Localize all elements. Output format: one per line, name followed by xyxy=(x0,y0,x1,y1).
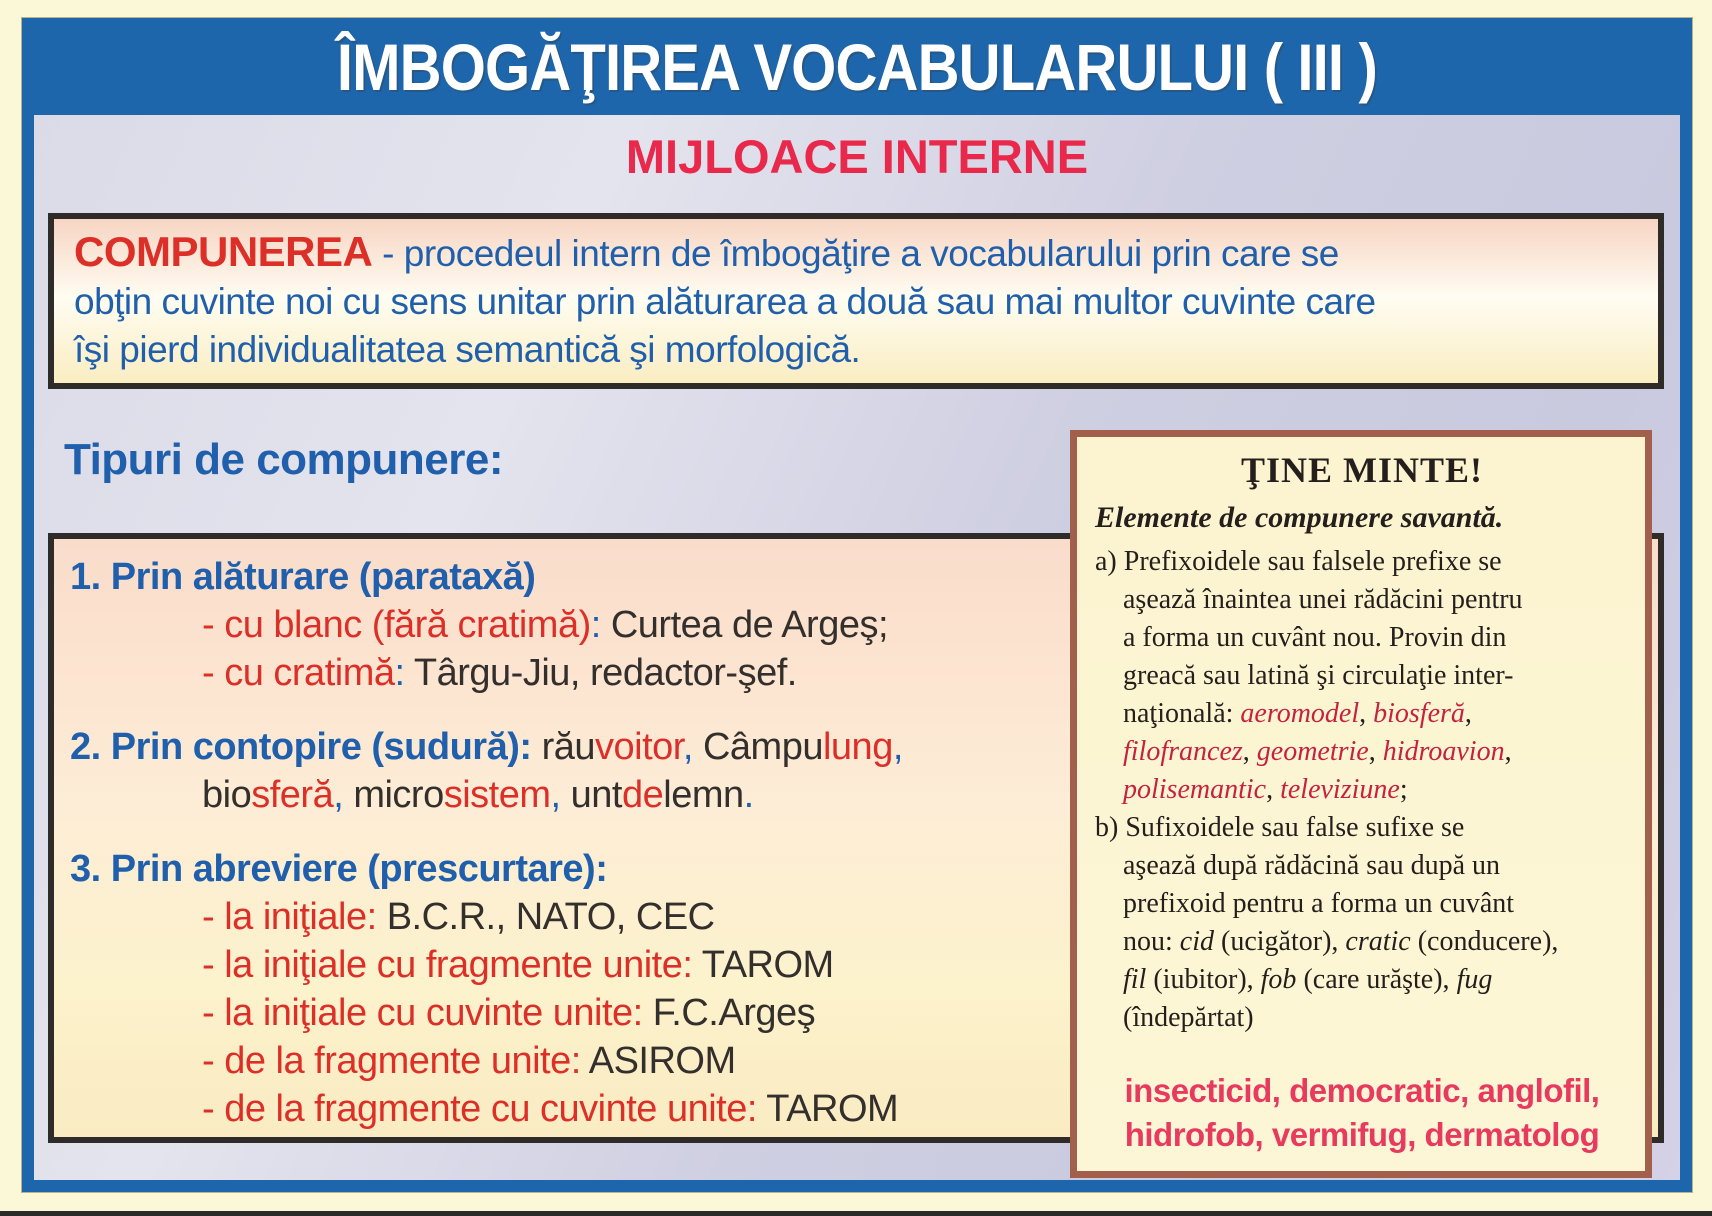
text-segment: , xyxy=(1464,698,1472,729)
text-segment: - la iniţiale cu fragmente unite: xyxy=(202,944,693,986)
text-segment: sistem xyxy=(443,774,551,816)
text-segment: - de la fragmente unite: xyxy=(202,1040,581,1082)
page-title xyxy=(22,18,1692,115)
text-segment: sferă xyxy=(251,774,334,816)
text-segment: voitor xyxy=(595,726,683,768)
panel-footer-line xyxy=(1095,1069,1629,1113)
text-segment: TAROM xyxy=(756,1088,899,1130)
text-segment: : xyxy=(590,604,601,646)
panel-text-line xyxy=(1123,999,1629,1037)
panel-text-line xyxy=(1123,885,1629,923)
text-segment: greacă sau latină şi circulaţie inter- xyxy=(1123,660,1514,691)
text-segment: aeromodel xyxy=(1240,698,1360,729)
panel-text-line xyxy=(1123,847,1629,885)
text-segment: (iubitor), xyxy=(1146,964,1261,995)
tine-minte-panel xyxy=(1070,430,1652,1178)
text-segment: biosferă xyxy=(1373,698,1465,729)
text-segment: TAROM xyxy=(692,944,834,986)
text-segment: ; xyxy=(1399,774,1408,805)
text-segment: fug xyxy=(1456,964,1493,995)
text-segment: a forma un cuvânt nou. Provin din xyxy=(1123,622,1507,653)
definition-line xyxy=(74,228,1638,278)
text-segment: 2. Prin contopire (sudură): xyxy=(70,726,532,768)
text-segment: bio xyxy=(202,774,252,816)
panel-text-line xyxy=(1123,733,1629,771)
panel-title: ŢINE MINTE! xyxy=(1240,450,1484,490)
panel-footer-examples xyxy=(1095,1069,1629,1161)
text-segment: - de la fragmente cu cuvinte unite: xyxy=(202,1088,757,1130)
panel-text-line xyxy=(1123,695,1629,733)
text-segment: . xyxy=(743,774,754,816)
text-segment: (ucigător), xyxy=(1214,926,1346,957)
text-segment: Câmpu xyxy=(692,726,823,768)
text-segment: , xyxy=(682,726,693,768)
text-segment: a) Prefixoidele sau falsele prefixe se xyxy=(1095,546,1502,577)
panel-text-line xyxy=(1123,961,1629,999)
text-segment: geometrie xyxy=(1256,736,1369,767)
text-segment: 3. Prin abreviere (prescurtare): xyxy=(70,848,608,890)
text-segment: : xyxy=(394,652,405,694)
text-segment: B.C.R., NATO, CEC xyxy=(376,896,715,938)
panel-text-line xyxy=(1123,581,1629,619)
text-segment: (conducere), xyxy=(1410,926,1559,957)
text-segment: F.C.Argeş xyxy=(642,992,816,1034)
text-segment: prefixoid pentru a forma un cuvânt xyxy=(1123,888,1515,919)
subtitle-mijloace-interne: MIJLOACE INTERNE xyxy=(625,130,1089,183)
text-segment: filofrancez xyxy=(1123,736,1243,767)
poster-frame xyxy=(22,18,1692,1192)
text-segment: COMPUNEREA xyxy=(74,228,373,275)
panel-text-line xyxy=(1123,771,1629,809)
text-segment: aşează înaintea unei rădăcini pentru xyxy=(1123,584,1523,615)
text-segment: (care urăşte), xyxy=(1296,964,1457,995)
text-segment: îşi pierd individualitatea semantică şi morfologică. xyxy=(74,329,861,370)
text-segment: , xyxy=(1242,736,1257,767)
text-segment: , xyxy=(892,726,903,768)
text-segment: hidrofob, vermifug, dermatolog xyxy=(1124,1116,1600,1153)
scan-bottom-edge xyxy=(0,1211,1712,1216)
text-segment: naţională: xyxy=(1123,698,1241,729)
text-segment: televiziune xyxy=(1280,774,1400,805)
page-title-text: ÎMBOGĂŢIREA VOCABULARULUI ( III ) xyxy=(337,29,1377,104)
text-segment: , xyxy=(550,774,561,816)
text-segment: insecticid, democratic, anglofil, xyxy=(1124,1072,1600,1109)
text-segment: , xyxy=(1504,736,1512,767)
text-segment: , xyxy=(333,774,344,816)
panel-text-line xyxy=(1123,923,1629,961)
definition-box-compunerea xyxy=(48,213,1664,389)
text-segment: rău xyxy=(531,726,596,768)
text-segment: de xyxy=(621,774,664,816)
text-segment: - cu blanc (fără cratimă) xyxy=(202,604,591,646)
text-segment: , xyxy=(1266,774,1281,805)
text-segment: obţin cuvinte noi cu sens unitar prin alăturarea a două sau mai multor cuvinte care xyxy=(74,281,1376,322)
panel-text-line xyxy=(1095,543,1629,581)
text-segment: nou: xyxy=(1123,926,1180,957)
text-segment: - cu cratimă xyxy=(202,652,395,694)
text-segment: , xyxy=(1368,736,1383,767)
text-segment: lemn xyxy=(663,774,744,816)
text-segment: Târgu-Jiu, redactor-şef. xyxy=(404,652,797,694)
text-segment: lung xyxy=(822,726,893,768)
text-segment: - la iniţiale cu cuvinte unite: xyxy=(202,992,643,1034)
panel-text-line xyxy=(1123,657,1629,695)
text-segment: fil xyxy=(1123,964,1147,995)
text-segment: (îndepărtat) xyxy=(1123,1002,1254,1033)
text-segment: hidroavion xyxy=(1382,736,1505,767)
panel-subtitle: Elemente de compunere savantă. xyxy=(1095,501,1504,534)
text-segment: fob xyxy=(1260,964,1297,995)
text-segment: unt xyxy=(560,774,622,816)
text-segment: 1. Prin alăturare (parataxă) xyxy=(70,556,536,598)
text-segment: polisemantic xyxy=(1123,774,1267,805)
definition-line xyxy=(74,326,1638,374)
panel-text-line xyxy=(1095,809,1629,847)
poster-body xyxy=(34,115,1680,1180)
text-segment: cid xyxy=(1179,926,1214,957)
text-segment: - la iniţiale: xyxy=(202,896,377,938)
text-segment: , xyxy=(1359,698,1374,729)
text-segment: Curtea de Argeş; xyxy=(600,604,889,646)
text-segment: micro xyxy=(343,774,444,816)
text-segment: aşează după rădăcină sau după un xyxy=(1123,850,1501,881)
text-segment: cratic xyxy=(1345,926,1411,957)
text-segment: - procedeul intern de îmbogăţire a vocabularului prin care se xyxy=(372,233,1339,274)
panel-text-line xyxy=(1123,619,1629,657)
text-segment: ASIROM xyxy=(580,1040,736,1082)
panel-body-text xyxy=(1095,543,1629,1037)
heading-tipuri-de-compunere: Tipuri de compunere: xyxy=(64,435,504,484)
definition-line xyxy=(74,278,1638,326)
text-segment: b) Sufixoidele sau false sufixe se xyxy=(1095,812,1465,843)
panel-footer-line xyxy=(1095,1113,1629,1157)
